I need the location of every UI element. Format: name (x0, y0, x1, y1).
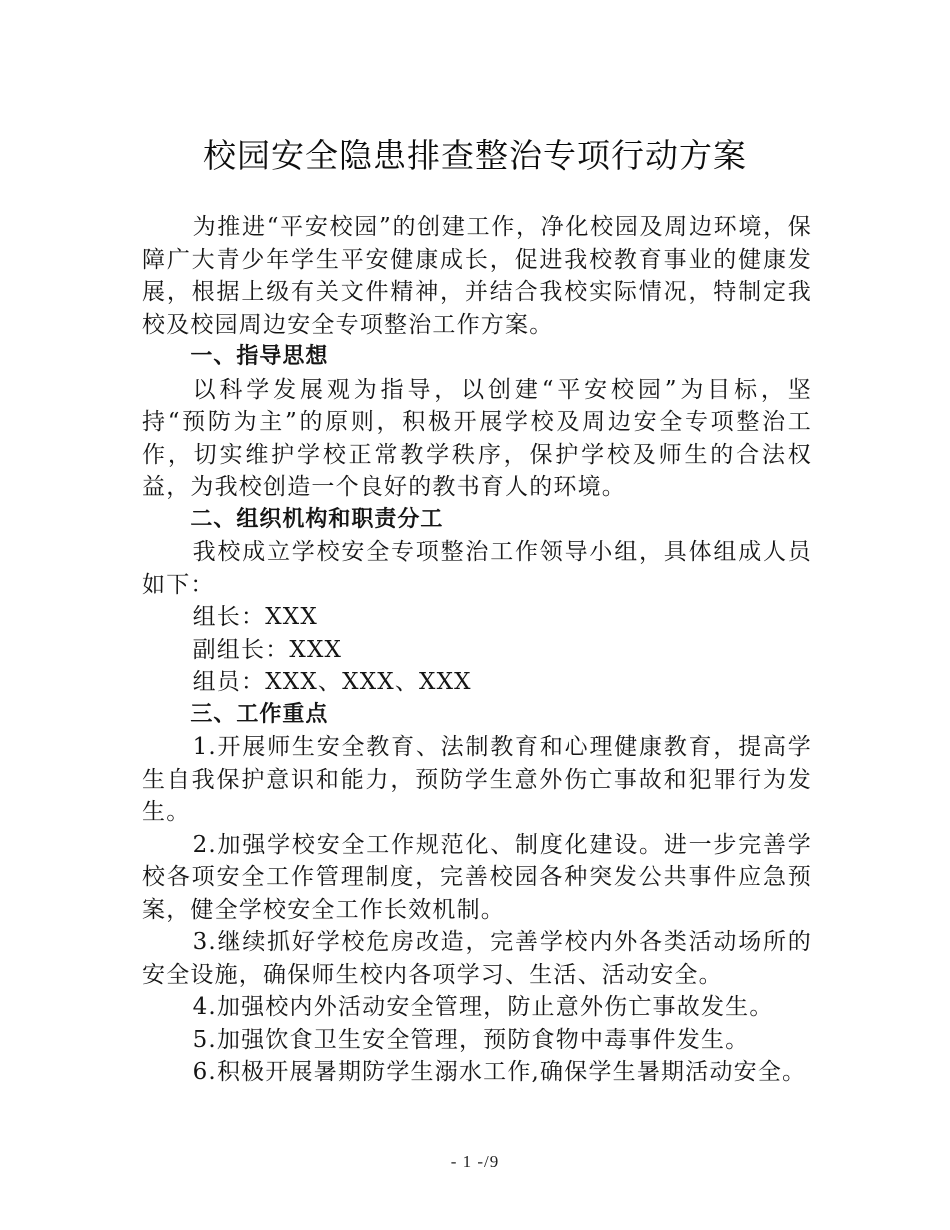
work-focus-item: 6.积极开展暑期防学生溺水工作,确保学生暑期活动安全。 (192, 1059, 807, 1085)
section-heading-guiding-ideology: 一、指导思想 (190, 344, 329, 369)
team-leader-line: 组长：XXX (192, 604, 318, 630)
document-body (142, 211, 812, 1089)
section-heading-organization: 二、组织机构和职责分工 (190, 506, 444, 532)
work-focus-item: 4.加强校内外活动安全管理，防止意外伤亡事故发生。 (192, 994, 774, 1020)
guiding-ideology-paragraph: 以科学发展观为指导，以创建“平安校园”为目标，坚持“预防为主”的原则，积极开展学校及周边安全专项整治工作，切实维护学校正常教学秩序，保护学校及师生的合法权益，为我校创造一个良好的教书育人的环境。 (142, 376, 812, 500)
work-focus-item: 2.加强学校安全工作规范化、制度化建设。进一步完善学校各项安全工作管理制度，完善校园各种突发公共事件应急预案，健全学校安全工作长效机制。 (142, 831, 812, 923)
work-focus-item: 1.开展师生安全教育、法制教育和心理健康教育，提高学生自我保护意识和能力，预防学生意外伤亡事故和犯罪行为发生。 (142, 734, 812, 825)
intro-paragraph: 为推进“平安校园”的创建工作，净化校园及周边环境，保障广大青少年学生平安健康成长，促进我校教育事业的健康发展，根据上级有关文件精神，并结合我校实际情况，特制定我校及校园周边安全专项整治工作方案。 (142, 214, 812, 338)
organization-paragraph: 我校成立学校安全专项整治工作领导小组，具体组成人员如下： (142, 539, 812, 598)
document-title: 校园安全隐患排查整治专项行动方案 (203, 136, 747, 175)
work-focus-item: 5.加强饮食卫生安全管理，预防食物中毒事件发生。 (192, 1026, 750, 1053)
team-members-line: 组员：XXX、XXX、XXX (192, 669, 472, 695)
page-number: - 1 -/9 (450, 1152, 500, 1171)
work-focus-item: 3.继续抓好学校危房改造，完善学校内外各类活动场所的安全设施，确保师生校内各项学习、生活、活动安全。 (142, 929, 812, 988)
deputy-leader-line: 副组长：XXX (192, 636, 343, 663)
section-heading-work-focus: 三、工作重点 (190, 701, 329, 727)
